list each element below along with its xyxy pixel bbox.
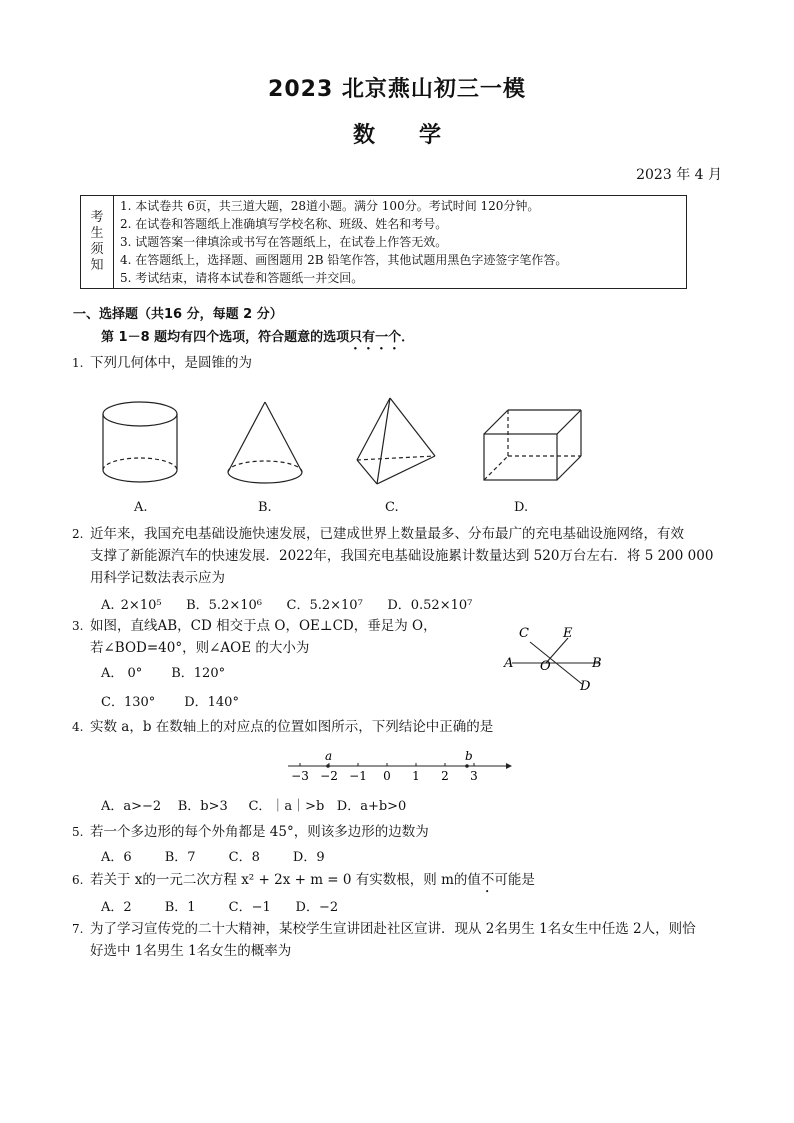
option-a: A. 2×10⁵ [101, 598, 162, 613]
question-line: 好选中 1名男生 1名女生的概率为 [90, 943, 292, 959]
q4-number-line [280, 744, 520, 786]
q5-options [101, 846, 325, 865]
option-c: C．5.2×10⁷ [286, 598, 363, 613]
option-b: B．120° [171, 666, 226, 681]
question-number: 6. [72, 873, 84, 887]
point-label: D [580, 679, 591, 694]
cuboid-shape [484, 410, 581, 480]
question-line [72, 615, 492, 637]
point-label: C [519, 626, 529, 641]
cone-shape [228, 402, 302, 483]
q1-solids-figure [95, 392, 595, 497]
axis-tick-label: 1 [412, 769, 420, 783]
axis-arrow [506, 763, 512, 769]
option-a: A．2 [101, 900, 132, 915]
cylinder-shape [103, 402, 177, 482]
point-a-dot [326, 764, 330, 768]
option-b: B．7 [164, 850, 196, 865]
axis-tick-label: −3 [291, 769, 309, 783]
candidate-notice [80, 195, 687, 289]
option-label: A. [134, 500, 148, 515]
question-7 [72, 918, 727, 962]
question-line [72, 918, 727, 940]
question-line [72, 523, 727, 545]
subject-char-1: 数 [352, 123, 375, 148]
instruction-text: 第 1－8 题均有四个选项，符合题意的选项 [101, 330, 350, 345]
notice-item: 2. 在试卷和答题纸上准确填写学校名称、班级、姓名和考号。 [120, 217, 448, 231]
pyramid-shape [357, 398, 435, 484]
option-label: B. [258, 500, 272, 515]
option-a: A． 0° [101, 666, 143, 681]
notice-label-char: 知 [90, 258, 104, 273]
notice-item: 5. 考试结束，请将本试卷和答题纸一并交回。 [120, 271, 364, 285]
option-label: C. [385, 500, 399, 515]
question-text: 若关于 x的一元二次方程 x² + 2x + m = 0 有实数根，则 m的值 [90, 872, 481, 888]
axis-tick-label: 3 [470, 769, 478, 783]
option-c: C．130° [101, 695, 156, 710]
point-b-dot [465, 764, 469, 768]
option-c: C．｜a｜>b [248, 799, 325, 814]
notice-label-char: 生 [90, 226, 104, 241]
notice-label-char: 须 [90, 242, 104, 257]
question-text: 如图，直线AB，CD 相交于点 O，OE⊥CD，垂足为 O， [90, 618, 437, 634]
option-d: D．0.52×10⁷ [387, 598, 473, 613]
option-c: C．8 [228, 850, 260, 865]
instruction-end: ． [401, 330, 415, 345]
subject-title [0, 118, 794, 149]
option-d: D．9 [292, 850, 325, 865]
question-text-end: 可能是 [494, 872, 535, 888]
question-text: 实数 a，b 在数轴上的对应点的位置如图所示，下列结论中正确的是 [90, 719, 494, 735]
notice-label-char: 考 [90, 210, 104, 225]
section-instruction [101, 326, 414, 353]
question-text: 为了学习宣传党的二十大精神，某校学生宣讲团赴社区宣讲．现从 2名男生 1名女生中任选 2人，则恰 [90, 921, 696, 937]
notice-item: 3. 试题答案一律填涂或书写在答题纸上，在试卷上作答无效。 [120, 235, 448, 249]
q2-options [101, 594, 472, 613]
option-d: D．a+b>0 [336, 799, 407, 814]
option-d: D．−2 [295, 900, 339, 915]
option-a: A．a>−2 [101, 799, 162, 814]
q4-options [101, 795, 406, 814]
point-label: E [563, 626, 573, 641]
point-label: A [504, 656, 514, 671]
q3-options-row2 [101, 691, 239, 710]
axis-tick-label: 2 [441, 769, 449, 783]
question-6 [72, 869, 727, 896]
instruction-emphasis: 只有一个 [349, 330, 402, 345]
question-line: 若∠BOD=40°，则∠AOE 的大小为 [90, 640, 310, 656]
question-number: 2. [72, 527, 84, 541]
question-number: 3. [72, 619, 84, 633]
option-b: B．b>3 [177, 799, 228, 814]
q3-options-row1 [101, 662, 225, 681]
option-c: C．−1 [228, 900, 271, 915]
point-a-label: a [325, 749, 333, 763]
notice-items [114, 196, 687, 289]
section-title: 一、选择题（共16 分，每题 2 分） [73, 307, 283, 322]
question-text: 若一个多边形的每个外角都是 45°，则该多边形的边数为 [90, 824, 429, 840]
axis-tick-label: −2 [320, 769, 338, 783]
axis-tick-label: −1 [349, 769, 367, 783]
option-label: D. [514, 500, 529, 515]
axis-tick-label: 0 [383, 769, 391, 783]
question-text: 下列几何体中，是圆锥的为 [90, 355, 252, 371]
option-d: D．140° [184, 695, 239, 710]
exam-title: 2023 北京燕山初三一模 [268, 77, 526, 102]
option-b: B．1 [164, 900, 196, 915]
notice-label [81, 196, 114, 289]
question-number: 4. [72, 720, 84, 734]
question-4 [72, 716, 727, 738]
question-text: 近年来，我国充电基础设施快速发展，已建成世界上数量最多、分布最广的充电基础设施网络，有效 [90, 526, 684, 542]
question-1 [72, 352, 727, 374]
option-b: B．5.2×10⁶ [186, 598, 262, 613]
question-number: 1. [72, 356, 84, 370]
q3-angle-figure [500, 620, 610, 695]
question-emphasis: 不 [480, 872, 495, 888]
point-label: B [592, 656, 602, 671]
question-line: 用科学记数法表示应为 [90, 570, 225, 586]
q6-options [101, 896, 338, 915]
subject-char-2: 学 [419, 123, 442, 148]
point-b-label: b [465, 749, 473, 763]
question-line: 支撑了新能源汽车的快速发展．2022年，我国充电基础设施累计数量达到 520万台左右．将 5 200 000 [90, 548, 714, 564]
question-number: 5. [72, 825, 84, 839]
notice-item: 4. 在答题纸上，选择题、画图题用 2B 铅笔作答，其他试题用黑色字迹签字笔作答。 [120, 253, 568, 267]
question-number: 7. [72, 922, 84, 936]
question-5 [72, 821, 727, 843]
question-3 [72, 615, 492, 659]
point-label: O [540, 659, 551, 674]
exam-date: 2023 年 4 月 [636, 167, 722, 183]
question-2 [72, 523, 727, 589]
option-a: A．6 [101, 850, 132, 865]
notice-item: 1. 本试卷共 6页，共三道大题，28道小题。满分 100分。考试时间 120分钟。 [120, 199, 540, 213]
